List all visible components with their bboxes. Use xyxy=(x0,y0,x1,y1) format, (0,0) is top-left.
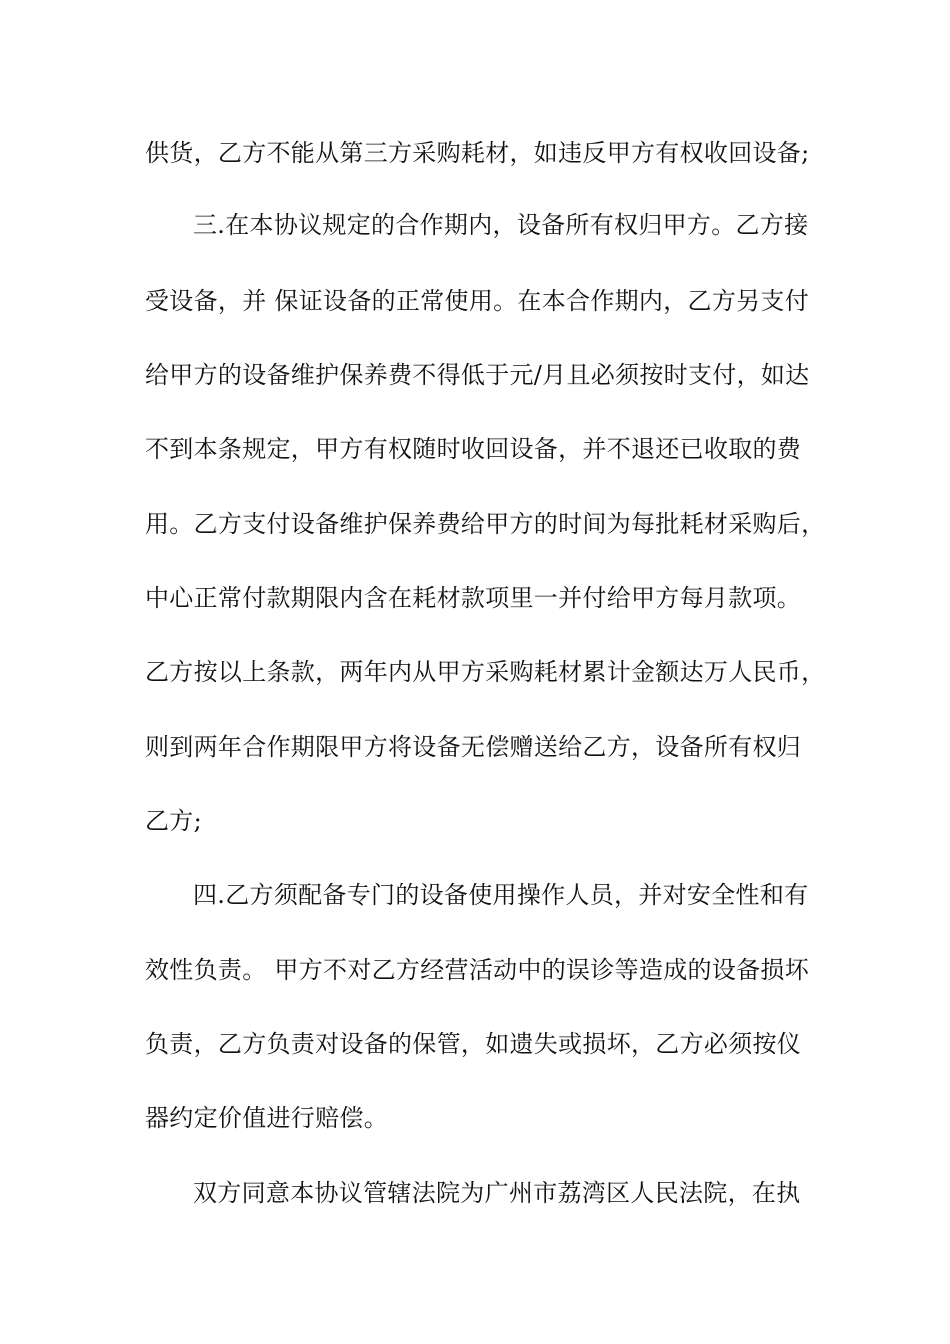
text-line-2: 三.在本协议规定的合作期内，设备所有权归甲方。乙方接 xyxy=(193,211,809,239)
text-line-5: 不到本条规定，甲方有权随时收回设备，并不退还已收取的费 xyxy=(145,435,802,463)
text-line-9: 则到两年合作期限甲方将设备无偿赠送给乙方，设备所有权归 xyxy=(145,733,802,761)
text-line-4: 给甲方的设备维护保养费不得低于元/月且必须按时支付，如达 xyxy=(145,361,810,389)
text-line-8: 乙方按以上条款，两年内从甲方采购耗材累计金额达万人民币， xyxy=(145,658,826,686)
text-line-14: 器约定价值进行赔偿。 xyxy=(145,1104,388,1132)
text-line-3: 受设备，并 保证设备的正常使用。在本合作期内，乙方另支付 xyxy=(145,287,810,315)
text-line-12: 效性负责。 甲方不对乙方经营活动中的误诊等造成的设备损坏 xyxy=(145,956,810,984)
text-line-7: 中心正常付款期限内含在耗材款项里一并付给甲方每月款项。 xyxy=(145,584,802,612)
text-line-11: 四.乙方须配备专门的设备使用操作人员，并对安全性和有 xyxy=(193,881,809,909)
text-line-15: 双方同意本协议管辖法院为广州市荔湾区人民法院，在执 xyxy=(193,1179,801,1207)
text-line-6: 用。乙方支付设备维护保养费给甲方的时间为每批耗材采购后， xyxy=(145,510,826,538)
text-line-10: 乙方; xyxy=(145,807,202,835)
text-line-13: 负责，乙方负责对设备的保管，如遗失或损坏，乙方必须按仪 xyxy=(145,1030,802,1058)
text-line-1: 供货，乙方不能从第三方采购耗材，如违反甲方有权收回设备; xyxy=(145,139,810,167)
